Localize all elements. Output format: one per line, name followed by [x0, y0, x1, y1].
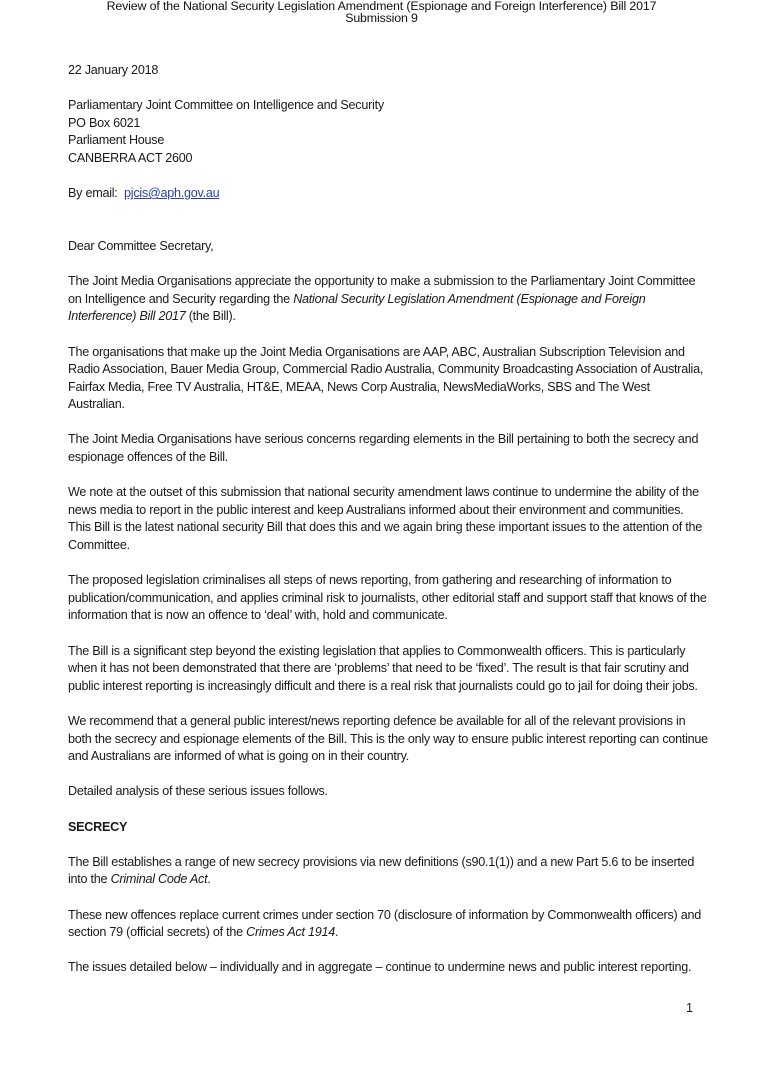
header-submission: Submission 9	[345, 11, 418, 25]
letter-body	[68, 62, 708, 994]
paragraph-outset: We note at the outset of this submission that national security amendment laws continue to undermine the ability of the news media to report in the public interest and keep Australians informed about their environment and communities. This Bill is the latest national security Bill that does this and we again bring these important issues to the attention of the Committee.	[68, 485, 702, 553]
paragraph-analysis: Detailed analysis of these serious issues follows.	[68, 784, 328, 799]
paragraph-text: .	[207, 872, 211, 887]
header-title: Review of the National Security Legislation Amendment (Espionage and Foreign Interference) Bill 2017	[106, 0, 657, 13]
paragraph-text: These new offences replace current crimes under section 70 (disclosure of information by Commonwealth officers) and section 79 (official secrets) of the	[68, 907, 701, 940]
paragraph-criminalises: The proposed legislation criminalises all steps of news reporting, from gathering and researching of information to publication/communication, and applies criminal risk to journalists, other editorial staff and support staff that knows of the information that is now an offence to ‘deal’ with, hold and communicate.	[68, 573, 707, 623]
email-link[interactable]: pjcis@aph.gov.au	[124, 186, 220, 201]
act-title: Criminal Code Act	[110, 872, 208, 887]
paragraph-text: The Bill establishes a range of new secrecy provisions via new definitions (s90.1(1)) and a new Part 5.6 to be inserted into the	[68, 854, 695, 887]
paragraph-organisations: The organisations that make up the Joint Media Organisations are AAP, ABC, Australian Subscription Television and Radio Association, Bauer Media Group, Commercial Radio Australia, Community Broadcasting Association of Australia, Fairfax Media, Free TV Australia, HT&E, MEAA, News Corp Australia, NewsMediaWorks, SBS and The West Australian.	[68, 344, 704, 412]
act-title: Crimes Act 1914	[246, 925, 335, 940]
paragraph-issues: The issues detailed below – individually and in aggregate – continue to undermine news and public interest reporting.	[68, 960, 692, 975]
address-line: Parliament House	[68, 133, 165, 148]
paragraph-text: The Joint Media Organisations appreciate the opportunity to make a submission to the Parliamentary Joint Committee on Intelligence and Security regarding the	[68, 274, 696, 306]
email-label: By email:	[68, 186, 125, 201]
paragraph-text: (the Bill).	[185, 309, 236, 324]
paragraph-significant-step: The Bill is a significant step beyond the existing legislation that applies to Commonwealth officers. This is particularly when it has not been demonstrated that there are ‘problems’ that need to be ‘fixed’. The result is that fair scrutiny and public interest reporting is increasingly difficult and there is a real risk that journalists could go to jail for doing their jobs.	[68, 643, 698, 693]
page-header	[0, 0, 763, 24]
salutation: Dear Committee Secretary,	[68, 238, 214, 253]
paragraph-intro	[68, 273, 708, 326]
paragraph-replace	[68, 907, 708, 942]
paragraph-text: .	[335, 925, 339, 940]
paragraph-recommend: We recommend that a general public interest/news reporting defence be available for all of the relevant provisions in both the secrecy and espionage elements of the Bill. This is the only way to ensure public interest reporting can continue and Australians are informed of what is going on in their country.	[68, 713, 708, 764]
bill-title: National Security Legislation Amendment (Espionage and Foreign Interference) Bill 2017	[68, 291, 646, 324]
address-line: PO Box 6021	[68, 115, 141, 130]
email-line	[68, 185, 708, 203]
section-heading-secrecy: SECRECY	[68, 819, 128, 834]
paragraph-establishes	[68, 854, 708, 889]
address-line: CANBERRA ACT 2600	[68, 150, 193, 165]
paragraph-concerns: The Joint Media Organisations have serious concerns regarding elements in the Bill pertaining to both the secrecy and espionage offences of the Bill.	[68, 432, 699, 465]
page-number: 1	[686, 1001, 694, 1015]
address-line: Parliamentary Joint Committee on Intelligence and Security	[68, 98, 384, 113]
letter-date: 22 January 2018	[68, 63, 159, 77]
recipient-address	[68, 97, 708, 167]
